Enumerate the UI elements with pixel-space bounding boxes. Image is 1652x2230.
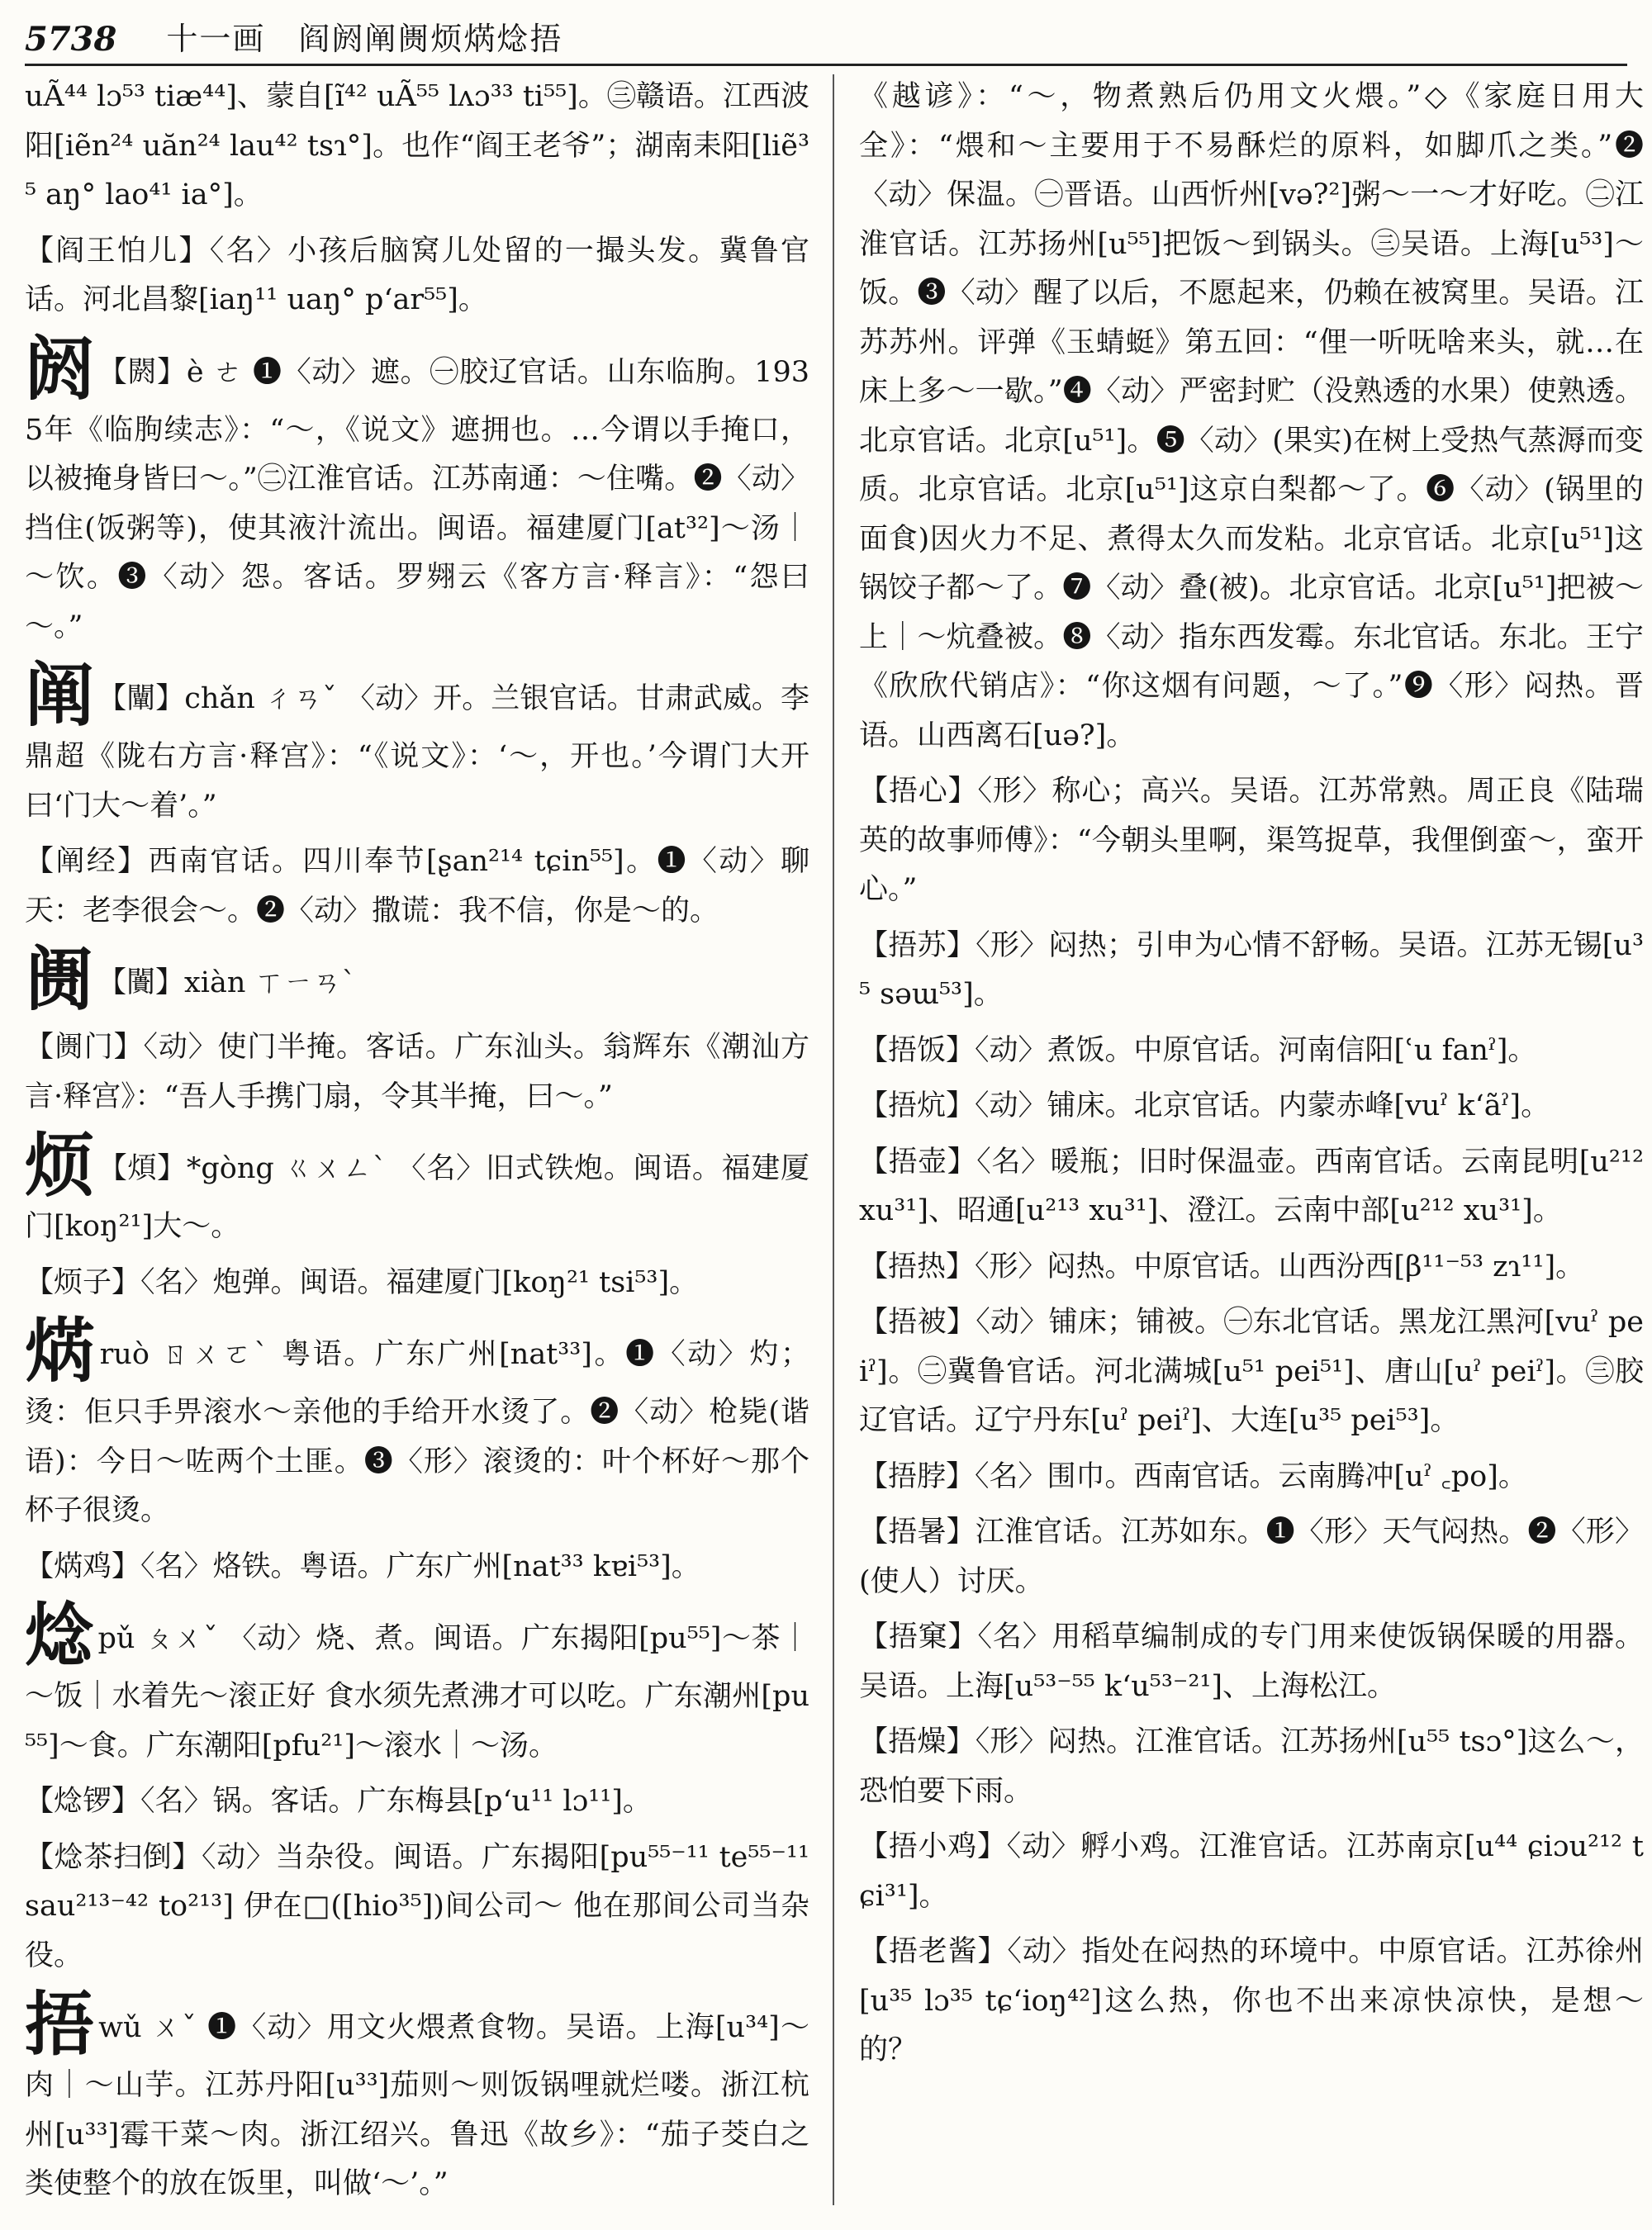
entry-paragraph: 【阓门】〈动〉使门半掩。客话。广东汕头。翁辉东《潮汕方言·释宫》：“吾人手携门扇，令其半掩，曰～。” — [25, 1031, 809, 1113]
entry-paragraph: 焾pǔ ㄆㄨˇ 〈动〉烧、煮。闽语。广东揭阳[pu⁵⁵]～茶｜～饭｜水着先～滚正好 食水须先煮沸才可以吃。广东潮州[pu⁵⁵]～食。广东潮阳[pfu²¹]～滚水｜～汤。 — [25, 1594, 809, 1763]
entry-paragraph: 【捂被】〈动〉铺床；铺被。㊀东北官话。黑龙江黑河[vuˀ peiˀ]。㊁冀鲁官话。河北满城[u⁵¹ pei⁵¹]、唐山[uˀ peiˀ]。㊂胶辽官话。辽宁丹东[uˀ peiˀ]、大连[u³⁵ pei⁵³]。 — [859, 1306, 1644, 1437]
page-header — [25, 15, 1627, 66]
entry-paragraph: 【捂炕】〈动〉铺床。北京官话。内蒙赤峰[vuˀ k‘ãˀ]。 — [859, 1089, 1550, 1122]
entry-paragraph: 【捂心】〈形〉称心；高兴。吴语。江苏常熟。周正良《陆瑞英的故事师傅》：“今朝头里啊，渠笃捉草，我俚倒蛮～，蛮开心。” — [859, 775, 1644, 906]
headword-character: 焾 — [25, 1594, 95, 1676]
left-column — [25, 73, 809, 2216]
entry-paragraph: 【捂窠】〈名〉用稻草编制成的专门用来使饭锅保暖的用器。吴语。上海[u⁵³⁻⁵⁵ k‘u⁵³⁻²¹]、上海松江。 — [859, 1620, 1644, 1703]
entry-paragraph: 【捂脖】〈名〉围巾。西南官话。云南腾冲[uˀ ꜀po]。 — [859, 1459, 1527, 1493]
entry-paragraph: 【焾锣】〈名〉锅。客话。广东梅县[p‘u¹¹ lɔ¹¹]。 — [25, 1785, 652, 1818]
headword-character: 烦 — [25, 1124, 95, 1206]
entry-paragraph: 阐 【闡】chǎn ㄔㄢˇ 〈动〉开。兰银官话。甘肃武威。李鼎超《陇右方言·释宫》：“《说文》：‘～，开也。’今谓门大开曰‘门大～着’。” — [25, 654, 809, 823]
entry-paragraph: 捂wǔ ㄨˇ ❶〈动〉用文火煨煮食物。吴语。上海[u³⁴]～肉｜～山芋。江苏丹阳[u³³]茄则～则饭锅哩就烂喽。浙江杭州[u³³]霉干菜～肉。浙江绍兴。鲁迅《故乡》：“茄子茭白之类使整个的放在饭里，叫做‘～’。” — [25, 1983, 809, 2200]
page-number: 5738 — [25, 20, 117, 59]
entry-paragraph: 【捂热】〈形〉闷热。中原官话。山西汾西[β¹¹⁻⁵³ zɿ¹¹]。 — [859, 1250, 1585, 1283]
entry-paragraph: 阓 【闠】xiàn ㄒㄧㄢˋ — [25, 938, 356, 1020]
entry-paragraph: 【捂老酱】〈动〉指处在闷热的环境中。中原官话。江苏徐州[u³⁵ lɔ³⁵ tɕ‘ioŋ⁴²]这么热，你也不出来凉快凉快，是想～的？ — [859, 1935, 1644, 2066]
entry-paragraph: 【烦子】〈名〉炮弹。闽语。福建厦门[koŋ²¹ tsi⁵³]。 — [25, 1265, 699, 1299]
right-column — [859, 73, 1644, 2082]
entry-paragraph: 【捂燥】〈形〉闷热。江淮官话。江苏扬州[u⁵⁵ tsɔ°]这么～，恐怕要下雨。 — [859, 1725, 1644, 1808]
headword-character: 阏 — [25, 327, 95, 410]
headword-character: 阓 — [25, 938, 95, 1020]
running-title: 十一画 阎阏阐阓烦焫焾捂 — [166, 21, 563, 57]
headword-character: 焫 — [25, 1310, 97, 1392]
entry-paragraph: 【焾茶扫倒】〈动〉当杂役。闽语。广东揭阳[pu⁵⁵⁻¹¹ te⁵⁵⁻¹¹ sau²¹³⁻⁴² to²¹³] 伊在□([hio³⁵])间公司～ 他在那间公司当杂役。 — [25, 1840, 809, 1972]
entry-paragraph: 【捂壶】〈名〉暖瓶；旧时保温壶。西南官话。云南昆明[u²¹² xu³¹]、昭通[u²¹³ xu³¹]、澄江。云南中部[u²¹² xu³¹]。 — [859, 1145, 1644, 1227]
column-divider — [833, 74, 834, 2205]
entry-paragraph: 焫ruò ㄖㄨㄛˋ 粤语。广东广州[nat³³]。❶〈动〉灼；烫：佢只手畀滚水～亲他的手给开水烫了。❷〈动〉枪毙(谐语)：今日～咗两个土匪。❸〈形〉滚烫的：叶个杯好～那个杯子很烫。 — [25, 1310, 809, 1527]
entry-paragraph: 阏 【閼】è ㄜ ❶〈动〉遮。㊀胶辽官话。山东临朐。1935年《临朐续志》：“～，《说文》遮拥也。…今谓以手掩口，以被掩身皆曰～。”㊁江淮官话。江苏南通：～住嘴。❷〈动〉挡住(饭粥等)，使其液汁流出。闽语。福建厦门[at³²]～汤｜～饮。❸〈动〉怨。客话。罗翙云《客方言·释言》：“怨曰～。” — [25, 327, 809, 643]
entry-paragraph: 【捂苏】〈形〉闷热；引申为心情不舒畅。吴语。江苏无锡[u³⁵ səɯ⁵³]。 — [859, 928, 1644, 1011]
entry-paragraph: 【捂暑】江淮官话。江苏如东。❶〈形〉天气闷热。❷〈形〉(使人）讨厌。 — [859, 1516, 1644, 1598]
entry-paragraph: 【焫鸡】〈名〉烙铁。粤语。广东广州[nat³³ kɐi⁵³]。 — [25, 1549, 700, 1583]
entry-paragraph: 烦 【煩】*gòng ㄍㄨㄥˋ 〈名〉旧式铁炮。闽语。福建厦门[koŋ²¹]大～。 — [25, 1124, 809, 1243]
entry-paragraph: 《越谚》：“～，物煮熟后仍用文火煨。”◇《家庭日用大全》：“煨和～主要用于不易酥烂的原料，如脚爪之类。”❷〈动〉保温。㊀晋语。山西忻州[və?²]粥～一～才好吃。㊁江淮官话。江苏扬州[u⁵⁵]把饭～到锅头。㊂吴语。上海[u⁵³]～饭。❸〈动〉醒了以后，不愿起来，仍赖在被窝里。吴语。江苏苏州。评弹《玉蜻蜓》第五回：“俚一听呒啥来头，就…在床上多～一歇。”❹〈动〉严密封贮（没熟透的水果）使熟透。北京官话。北京[u⁵¹]。❺〈动〉(果实)在树上受热气蒸溽而变质。北京官话。北京[u⁵¹]这京白梨都～了。❻〈动〉(锅里的面食)因火力不足、煮得太久而发粘。北京官话。北京[u⁵¹]这锅饺子都～了。❼〈动〉叠(被)。北京官话。北京[u⁵¹]把被～上｜～炕叠被。❽〈动〉指东西发霉。东北官话。东北。王宁《欣欣代销店》：“你这烟有问题，～了。”❾〈形〉闷热。晋语。山西离石[uə?]。 — [859, 80, 1644, 752]
headword-character: 阐 — [25, 654, 95, 736]
headword-character: 捂 — [25, 1983, 96, 2065]
entry-paragraph: 【阎王怕儿】〈名〉小孩后脑窝儿处留的一撮头发。冀鲁官话。河北昌黎[iaŋ¹¹ uaŋ° p‘ar⁵⁵]。 — [25, 234, 809, 316]
entry-paragraph: uÃ⁴⁴ lɔ⁵³ tiæ⁴⁴]、蒙自[ĩ⁴² uÃ⁵⁵ lʌɔ³³ ti⁵⁵]。㊂赣语。江西波阳[iẽn²⁴ uăn²⁴ lau⁴² tsɿ°]。也作“阎王老爷”；湖南耒阳[liẽ³⁵ aŋ° lao⁴¹ ia°]。 — [25, 80, 809, 211]
entry-paragraph: 【阐经】西南官话。四川奉节[ʂan²¹⁴ tɕin⁵⁵]。❶〈动〉聊天：老李很会～。❷〈动〉撒谎：我不信，你是～的。 — [25, 845, 809, 928]
entry-paragraph: 【捂小鸡】〈动〉孵小鸡。江淮官话。江苏南京[u⁴⁴ ɕiɔu²¹² tɕi³¹]。 — [859, 1830, 1644, 1913]
entry-paragraph: 【捂饭】〈动〉煮饭。中原官话。河南信阳[ʿu fanˀ]。 — [859, 1033, 1537, 1067]
